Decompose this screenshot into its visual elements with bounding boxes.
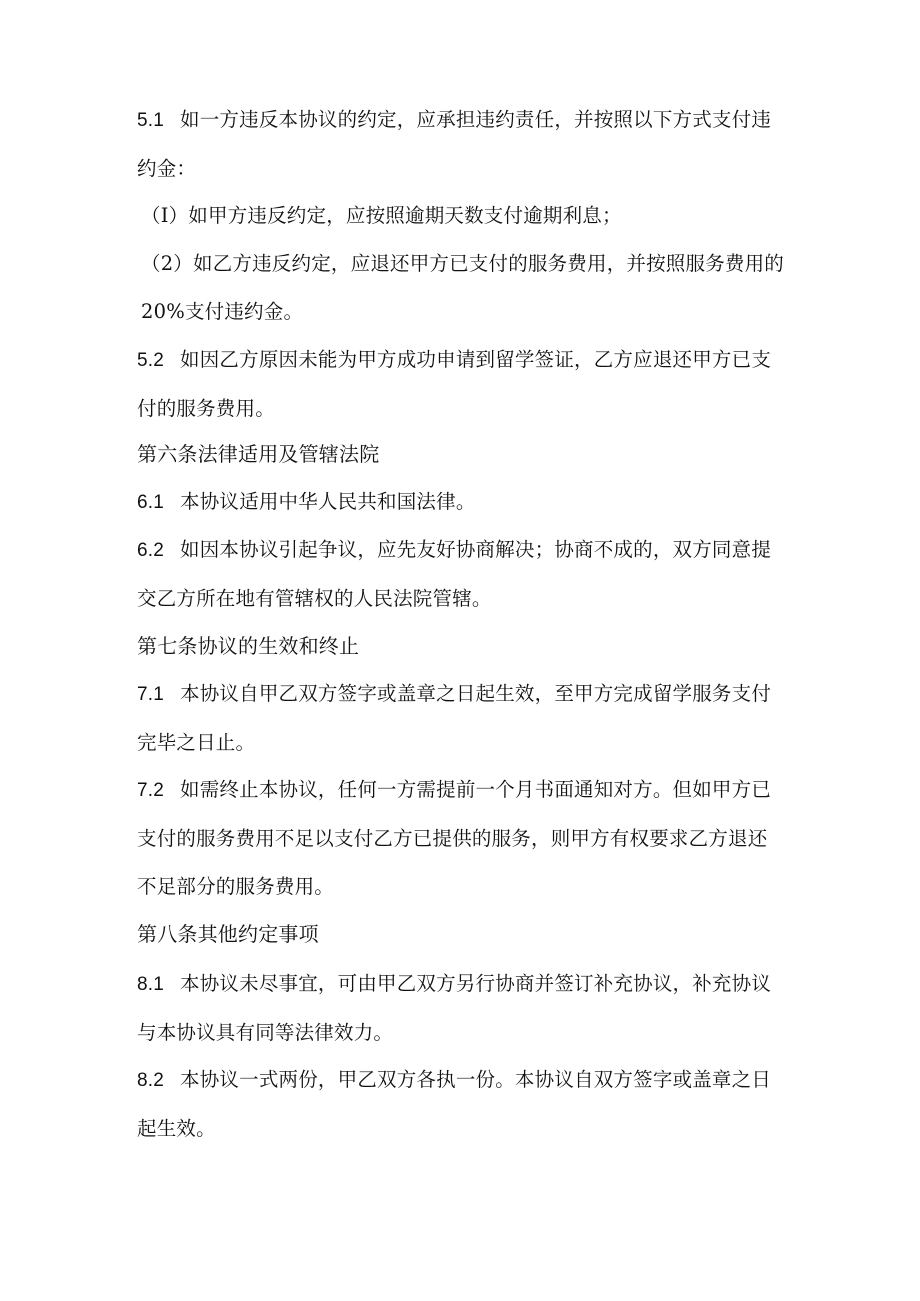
- clause-text: 如一方违反本协议的约定，应承担违约责任，并按照以下方式支付违约金：: [137, 108, 772, 180]
- clause-7-2: [137, 766, 787, 911]
- clause-number: 6.1: [137, 492, 165, 513]
- clause-text: （I）如甲方违反约定，应按照逾期天数支付逾期利息；: [141, 204, 622, 227]
- clause-5-1: [137, 96, 787, 193]
- clause-number: 6.2: [137, 540, 165, 561]
- clause-8-1: [137, 960, 787, 1057]
- clause-7-1: [137, 670, 787, 767]
- clause-6-1: [137, 478, 787, 527]
- clause-text: 本协议未尽事宜，可由甲乙双方另行协商并签订补充协议，补充协议与本协议具有同等法律效力。: [137, 972, 772, 1044]
- clause-5-2: [137, 336, 787, 433]
- article-title: 第七条协议的生效和终止: [137, 634, 360, 658]
- clause-number: 7.1: [137, 684, 165, 705]
- clause-number: 5.2: [137, 350, 165, 371]
- clause-number: 7.2: [137, 780, 165, 801]
- clause-text: 本协议适用中华人民共和国法律。: [180, 490, 476, 513]
- clause-number: 5.1: [137, 110, 165, 131]
- clause-text: （2）如乙方违反约定，应退还甲方已支付的服务费用，并按照服务费用的20%支付违约金。: [141, 252, 785, 323]
- clause-6-2: [137, 526, 787, 623]
- clause-number: 8.2: [137, 1070, 165, 1091]
- article-title: 第八条其他约定事项: [137, 922, 319, 946]
- clause-text: 如需终止本协议，任何一方需提前一个月书面通知对方。但如甲方已支付的服务费用不足以支付乙方已提供的服务，则甲方有权要求乙方退还不足部分的服务费用。: [137, 778, 772, 898]
- article-7-heading: [137, 622, 787, 670]
- clause-text: 如因本协议引起争议，应先友好协商解决；协商不成的，双方同意提交乙方所在地有管辖权的人民法院管辖。: [137, 538, 772, 610]
- clause-text: 如因乙方原因未能为甲方成功申请到留学签证，乙方应退还甲方已支付的服务费用。: [137, 348, 772, 420]
- article-8-heading: [137, 910, 787, 958]
- clause-5-1-item-2: [141, 240, 791, 336]
- clause-text: 本协议一式两份，甲乙双方各执一份。本协议自双方签字或盖章之日起生效。: [137, 1068, 772, 1140]
- article-6-heading: [137, 430, 787, 478]
- clause-5-1-item-1: [141, 192, 791, 240]
- clause-number: 8.1: [137, 974, 165, 995]
- clause-text: 本协议自甲乙双方签字或盖章之日起生效，至甲方完成留学服务支付完毕之日止。: [137, 682, 772, 754]
- clause-8-2: [137, 1056, 787, 1153]
- article-title: 第六条法律适用及管辖法院: [137, 442, 380, 466]
